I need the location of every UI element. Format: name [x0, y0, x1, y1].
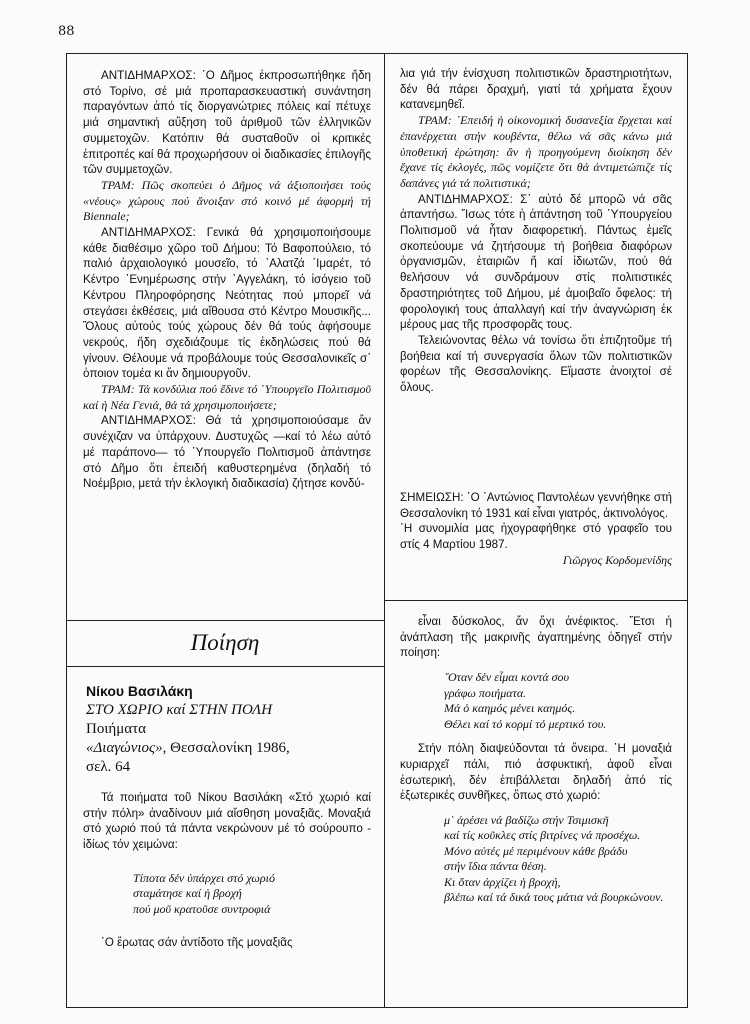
poem-line: στήν ἴδια πάντα θέση.	[444, 859, 547, 874]
author-note	[400, 490, 672, 569]
poem-line: μ᾿ ἀρέσει νά βαδίζω στήν Τσιμισκῆ	[444, 812, 609, 827]
paragraph: ΑΝΤΙΔΗΜΑΡΧΟΣ: Θά τά χρησιμοποιούσαμε ἄν συνέχιζαν να ὑπάρχουν. Δυστυχῶς —καί τό λέω αὐτό μέ παράπονο— τό ῾Υπουργεῖο Πολιτισμοῦ ἀπάντησε στό Δῆμο ὅτι ἐπειδή καθυστερημένα (δηλαδή τό Νοέμβριο, μετά τήν ἐκλογική διαδικασία) ζήτησε κονδύ-	[83, 414, 371, 491]
note-line-2: ῾Η συνομιλία μας ἠχογραφήθηκε στό γραφεῖο του στίς 4 Μαρτίου 1987.	[400, 522, 672, 552]
poem-line: Μόνο αὐτές μέ περιμένουν κάθε βράδυ	[444, 843, 628, 858]
right-rule	[384, 600, 688, 601]
page-number: 88	[58, 24, 75, 39]
paragraph: ΑΝΤΙΔΗΜΑΡΧΟΣ: Σ᾿ αὐτό δέ μπορῶ νά σᾶς ἀπαντήσω. Ἴσως τότε ἡ ἀπάντηση τοῦ ῾Υπουργείου Πολιτισμοῦ νά ἦταν διαφορετική. Πάντως ἐμεῖς σκοπεύουμε νά ζητήσουμε τή βοήθεια διαφόρων ὀργανισμῶν, ἑταιριῶν ἤ καί ἰδιωτῶν, πού θά θελήσουν νά συνδράμουν στίς πολιτιστικές δραστηριότητες τοῦ Δήμου, μέ ἀμοιβαῖο ὄφελος: τή φορολογική τους ἀπαλλαγή καί τήν ἀναγνώριση ἐκ μέρους μας τῆς προσφορᾶς τους.	[400, 192, 672, 332]
poem-line: γράφω ποιήματα.	[444, 685, 527, 700]
section-rule-bottom	[66, 666, 384, 667]
poem-line: Τίποτα δέν ὑπάρχει στό χωριό	[133, 870, 275, 885]
paragraph: ΤΡΑΜ: Τά κονδύλια πού ἔδινε τό ῾Υπουργεῖο Πολιτισμοῦ καί ἡ Νέα Γενιά, θά τά χρησιμοποιήσετε;	[83, 382, 371, 412]
poem-line: σταμάτησε καί ἡ βροχή	[133, 886, 242, 901]
interview-right	[400, 66, 672, 396]
poem-2	[444, 670, 672, 732]
paragraph: ΤΡΑΜ: Πῶς σκοπεύει ὁ Δῆμος νά ἀξιοποιήσει τούς «νέους» χώρους πού ἄνοιξαν στό κοινό μέ ἀφορμή τή Biennale;	[83, 177, 371, 224]
review-right-intro: εἶναι δύσκολος, ἄν ὄχι ἀνέφικτος. Ἔτσι ἡ ἀνάπλαση τῆς μακρινῆς ἀγαπημένης ὁδηγεῖ στήν ποίηση:	[400, 615, 672, 660]
interview-left	[83, 68, 371, 492]
review-right	[400, 614, 672, 906]
paragraph: ΑΝΤΙΔΗΜΑΡΧΟΣ: Γενικά θά χρησιμοποιήσουμε κάθε διαθέσιμο χῶρο τοῦ Δήμου: Τό Βαφοπούλειο, τό παλιό ἀρχαιολογικό μουσεῖο, τό ᾿Αλατζά ῾Ιμαρέτ, τό Κέντρο ᾿Ενημέρωσης στήν ᾿Αγγελάκη, τό ἰσόγειο τοῦ Κέντρου Πληροφόρησης Νεότητας πού μπορεῖ νά στεγάσει ἐκθέσεις, μιά αἴθουσα στό Κέντρο Μουσικῆς... Ὅλους αὐτούς τούς χώρους δέν θά τούς ἀφήσουμε νεκρούς, ἤδη σχεδιάζουμε τίς ἐκδηλώσεις πού θά γίνουν. Θέλουμε νά προβάλουμε τούς Θεσσαλονικεῖς σ᾿ ὁποιον τομέα κι ἄν δημιουργοῦν.	[83, 226, 371, 381]
poem-line: πού μοῦ κρατοῦσε συντροφιά	[133, 901, 271, 916]
review-right-mid: Στήν πόλη διαψεύδονται τά ὄνειρα. ῾Η μοναξιά κυριαρχεῖ πάλι, πιό ἀσφυκτική, ἀφοῦ εἶναι ἐσωτερική, δέν ἐπιβάλλεται δηλαδή ἀπό τίς ἐξωτερικές συνθῆκες, ὅπως στό χωριό:	[400, 742, 672, 803]
poem-line: Κι ὅταν ἀρχίζει ἡ βροχή,	[444, 874, 561, 889]
poem-1	[133, 871, 371, 918]
book-kind: Ποιήματα	[86, 721, 146, 737]
book-publisher: «Διαγώνιος», Θεσσαλονίκη 1986,	[86, 740, 290, 756]
review-intro: Τά ποιήματα τοῦ Νίκου Βασιλάκη «Στό χωριό καί στήν πόλη» ἀναδίνουν μιά αἴσθηση μοναξιᾶς. Μοναξιά στό χωριό πού τά πάντα νεκρώνουν μέ τό σούρουπο - ἰδίως τόν χειμώνα:	[83, 791, 371, 852]
review-left-end: ῾Ο ἔρωτας σάν ἀντίδοτο τῆς μοναξιᾶς	[101, 936, 293, 950]
poem-line: ῞Οταν δέν εἶμαι κοντά σου	[444, 670, 570, 685]
poem-line: Θέλει καί τό κορμί τό μερτικό του.	[444, 716, 607, 731]
paragraph: ΤΡΑΜ: ᾿Επειδή ἡ οἰκονομική δυσανεξία ἔρχεται καί ἐπανέρχεται στήν κουβέντα, θέλω νά σᾶς κάνω μιά ὑποθετική ἐρώτηση: ἄν ἡ προηγούμενη διοίκηση δέν ἔχανε τίς ἐκλογές, πῶς νομίζετε ὅτι θά ἀντιμετώπιζε τίς δαπάνες γιά τά πολιτιστικά;	[400, 113, 672, 190]
book-author: Νίκου Βασιλάκη	[86, 683, 193, 699]
column-divider	[384, 53, 385, 1008]
poem-line: βλέπω καί τά δικά τους μάτια νά βουρκώνουν.	[444, 890, 664, 905]
book-title: ΣΤΟ ΧΩΡΙΟ καί ΣΤΗΝ ΠΟΛΗ	[86, 702, 273, 718]
paragraph: Τελειώνοντας θέλω νά τονίσω ὅτι ἐπιζητοῦμε τή βοήθεια καί τή συνεργασία ὅλων τῶν πολιτιστικῶν φορέων τῆς Θεσσαλονίκης. Εἴμαστε ἀνοιχτοί σέ ὅλους.	[400, 333, 672, 395]
review-left	[83, 790, 371, 951]
book-pages: σελ. 64	[86, 759, 131, 775]
section-title: Ποίηση	[190, 630, 260, 655]
paragraph: λια γιά τήν ἐνίσχυση πολιτιστικῶν δραστηριοτήτων, δέν θά πάρει δραχμή, γιατί τά χρήματα ἔχουν κατανεμηθεῖ.	[400, 67, 672, 112]
poem-line: καί τίς κοῦκλες στίς βιτρίνες νά προσέχω.	[444, 828, 641, 843]
note-line-1: ΣΗΜΕΙΩΣΗ: ῾Ο ᾿Αντώνιος Παντολέων γεννήθηκε στή Θεσσαλονίκη τό 1931 καί εἶναι γιατρός, ἀκτινολόγος.	[400, 491, 672, 520]
book-heading	[86, 682, 376, 777]
poem-3	[444, 813, 672, 906]
signature: Γιῶργος Κορδομενίδης	[562, 552, 672, 567]
poem-line: Μά ὁ καημός μένει καημός.	[444, 701, 576, 716]
paragraph: ΑΝΤΙΔΗΜΑΡΧΟΣ: ῾Ο Δῆμος ἐκπροσωπήθηκε ἤδη στό Τορίνο, σέ μιά προπαρασκευαστική συνάντηση παραγόντων ἀπό τίς διοργανώτριες πόλεις καί πέτυχε μιά σημαντική αὔξηση τοῦ ἀριθμοῦ τῶν ἑλληνικῶν συμμετοχῶν. Κατόπιν θά συσταθοῦν οἱ κριτικές ἐπιτροπές καί θά προχωρήσουν οἱ διαδικασίες ἐπιλογῆς τῶν συμμετοχῶν.	[83, 69, 371, 177]
